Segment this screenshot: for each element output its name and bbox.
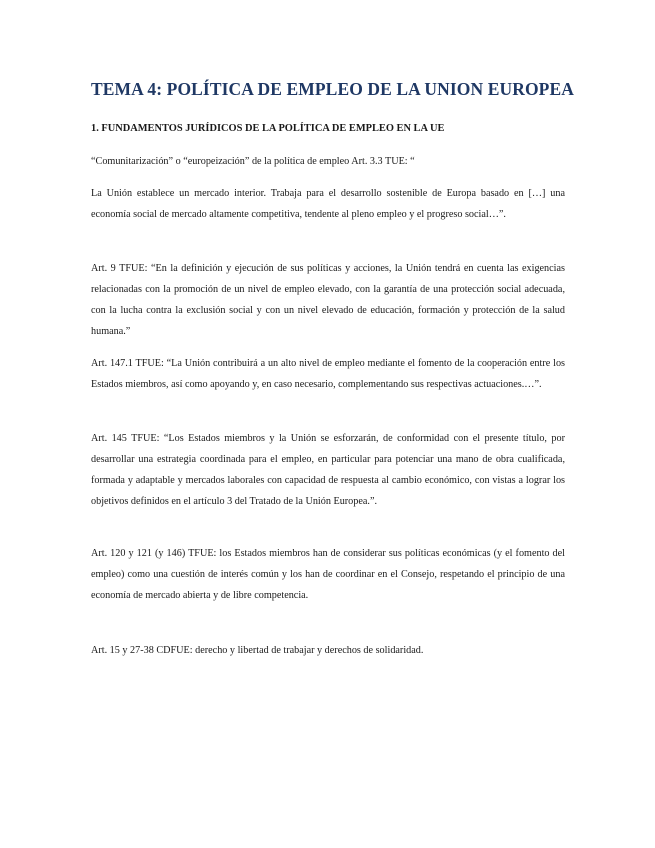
paragraph-art-147: Art. 147.1 TFUE: “La Unión contribuirá a un alto nivel de empleo mediante el fomento de la cooperación entre los Estados miembros, así como apoyando y, en caso necesario, complementando sus respectivas actuaciones.…”. bbox=[91, 358, 565, 390]
paragraph-art-3-3: La Unión establece un mercado interior. Trabaja para el desarrollo sostenible de Europa basado en […] una economía social de mercado altamente competitiva, tendente al pleno empleo y el progreso social…”. bbox=[91, 188, 565, 220]
paragraph-intro: “Comunitarización” o “europeización” de la política de empleo Art. 3.3 TUE: “ bbox=[91, 156, 415, 167]
paragraph-art-145: Art. 145 TFUE: “Los Estados miembros y la Unión se esforzarán, de conformidad con el presente título, por desarrollar una estrategia coordinada para el empleo, en particular para potenciar una mano de obra cualificada, formada y adaptable y mercados laborales con capacidad de respuesta al cambio económico, con vistas a lograr los objetivos definidos en el artículo 3 del Tratado de la Unión Europea.”. bbox=[91, 433, 565, 507]
paragraph-art-15: Art. 15 y 27-38 CDFUE: derecho y libertad de trabajar y derechos de solidaridad. bbox=[91, 645, 424, 656]
paragraph-art-120-121: Art. 120 y 121 (y 146) TFUE: los Estados miembros han de considerar sus políticas económicas (y el fomento del empleo) como una cuestión de interés común y los han de coordinar en el Consejo, respetando el principio de una economía de mercado abierta y de libre competencia. bbox=[91, 548, 565, 601]
paragraph-art-9: Art. 9 TFUE: “En la definición y ejecución de sus políticas y acciones, la Unión tendrá en cuenta las exigencias relacionadas con la promoción de un nivel de empleo elevado, con la garantía de una protección social adecuada, con la lucha contra la exclusión social y con un nivel elevado de educación, formación y protección de la salud humana.” bbox=[91, 263, 565, 337]
page-title: TEMA 4: POLÍTICA DE EMPLEO DE LA UNION EUROPEA bbox=[91, 79, 574, 99]
section-heading: 1. FUNDAMENTOS JURÍDICOS DE LA POLÍTICA DE EMPLEO EN LA UE bbox=[91, 123, 445, 134]
